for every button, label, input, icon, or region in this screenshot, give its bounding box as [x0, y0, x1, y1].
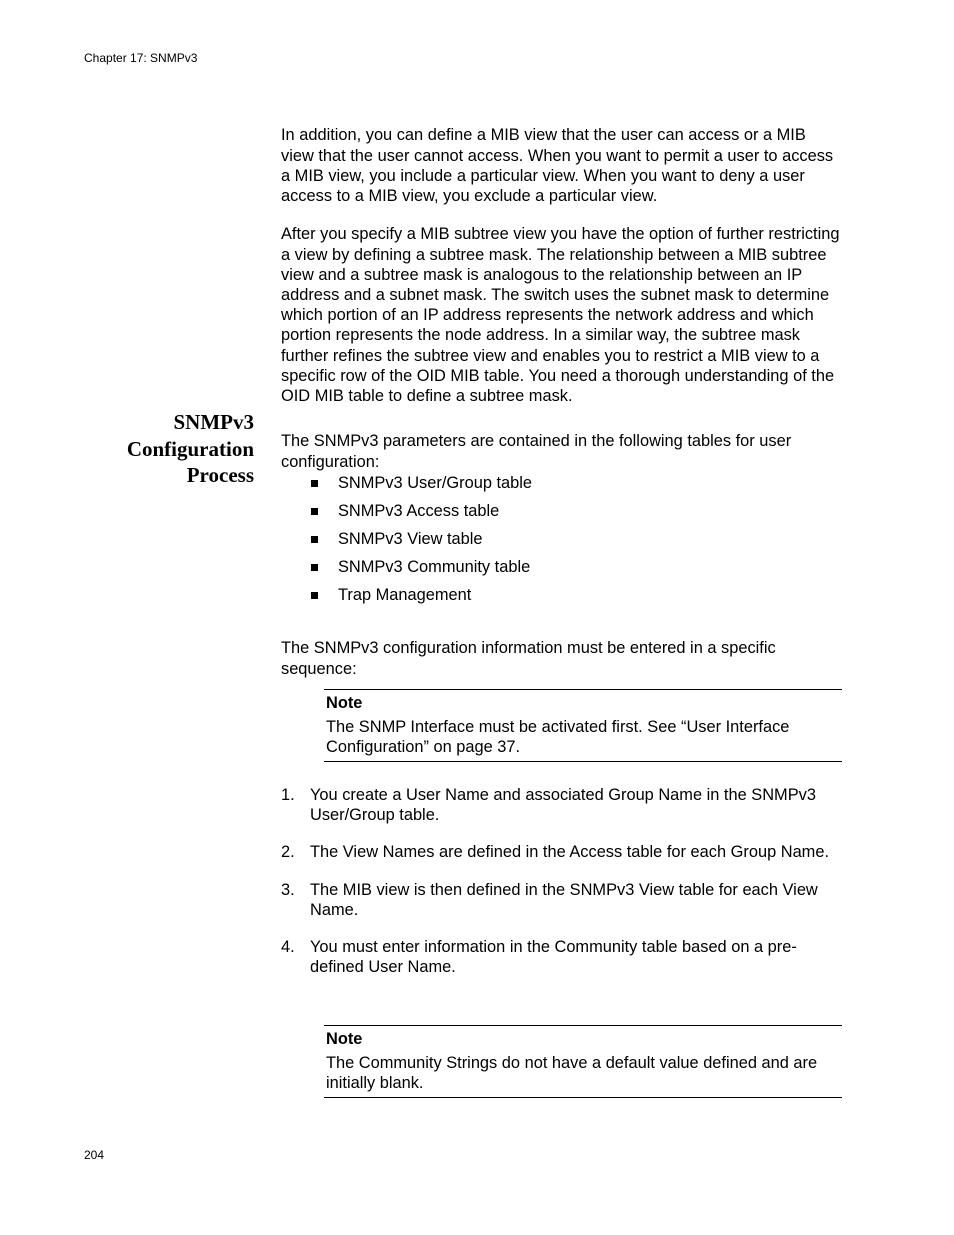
list-item-label: SNMPv3 User/Group table — [338, 474, 533, 492]
square-bullet-icon — [311, 508, 318, 515]
section-heading — [84, 409, 254, 489]
section-heading-line-3: Process — [186, 463, 254, 487]
note-text: The SNMP Interface must be activated first. See “User Interface Configuration” on page 37. — [326, 718, 790, 757]
step-number: 3. — [281, 880, 295, 899]
list-item — [310, 501, 532, 529]
list-item-label: SNMPv3 Access table — [338, 502, 500, 520]
step-number: 4. — [281, 938, 295, 957]
note-title: Note — [326, 1030, 363, 1048]
step-text: The MIB view is then defined in the SNMPv3 View table for each View Name. — [310, 880, 818, 919]
list-item-label: SNMPv3 Community table — [338, 558, 531, 576]
note-box — [324, 689, 842, 762]
step-text: You must enter information in the Community table based on a pre-defined User Name. — [310, 938, 797, 977]
step-item — [281, 880, 842, 920]
square-bullet-icon — [311, 564, 318, 571]
step-number: 1. — [281, 786, 295, 804]
square-bullet-icon — [311, 480, 318, 487]
section-heading-line-2: Configuration — [126, 436, 254, 461]
running-header: Chapter 17: SNMPv3 — [84, 51, 198, 65]
list-item — [310, 557, 532, 585]
step-item — [281, 842, 842, 862]
list-item — [310, 585, 532, 613]
list-item — [310, 473, 532, 501]
table-list — [310, 473, 532, 613]
section-intro-paragraph: The SNMPv3 parameters are contained in the following tables for user configuration: — [281, 432, 792, 471]
note-text: The Community Strings do not have a default value defined and are initially blank. — [326, 1054, 818, 1093]
note-title: Note — [326, 694, 363, 712]
list-item-label: SNMPv3 View table — [338, 530, 483, 548]
square-bullet-icon — [311, 536, 318, 543]
step-item — [281, 937, 842, 977]
page-number: 204 — [84, 1148, 105, 1162]
square-bullet-icon — [311, 592, 318, 599]
sequence-paragraph: The SNMPv3 configuration information must be entered in a specific sequence: — [281, 639, 776, 678]
note-box — [324, 1025, 842, 1098]
section-heading-line-1: SNMPv3 — [173, 410, 254, 434]
step-item — [281, 785, 842, 825]
step-number: 2. — [281, 843, 295, 862]
list-item-label: Trap Management — [338, 586, 472, 604]
steps-list — [281, 785, 842, 977]
list-item — [310, 529, 532, 557]
step-text: The View Names are defined in the Access table for each Group Name. — [310, 843, 830, 862]
intro-paragraph-2: After you specify a MIB subtree view you have the option of further restricting a view by defining a subtree mask. The relationship between a MIB subtree view and a subtree mask is analogous to the relationship between an IP address and a subnet mask. The switch uses the subnet mask to determine which portion of an IP address represents the network address and which portion represents the node address. In a similar way, the subtree mask further refines the subtree view and enables you to restrict a MIB view to a specific row of the OID MIB table. You need a thorough understanding of the OID MIB table to define a subtree mask. — [281, 225, 840, 406]
step-text: You create a User Name and associated Group Name in the SNMPv3 User/Group table. — [310, 786, 816, 825]
intro-paragraph-1: In addition, you can define a MIB view that the user can access or a MIB view that the user cannot access. When you want to permit a user to access a MIB view, you include a particular view. When you want to deny a user access to a MIB view, you exclude a particular view. — [281, 126, 834, 205]
